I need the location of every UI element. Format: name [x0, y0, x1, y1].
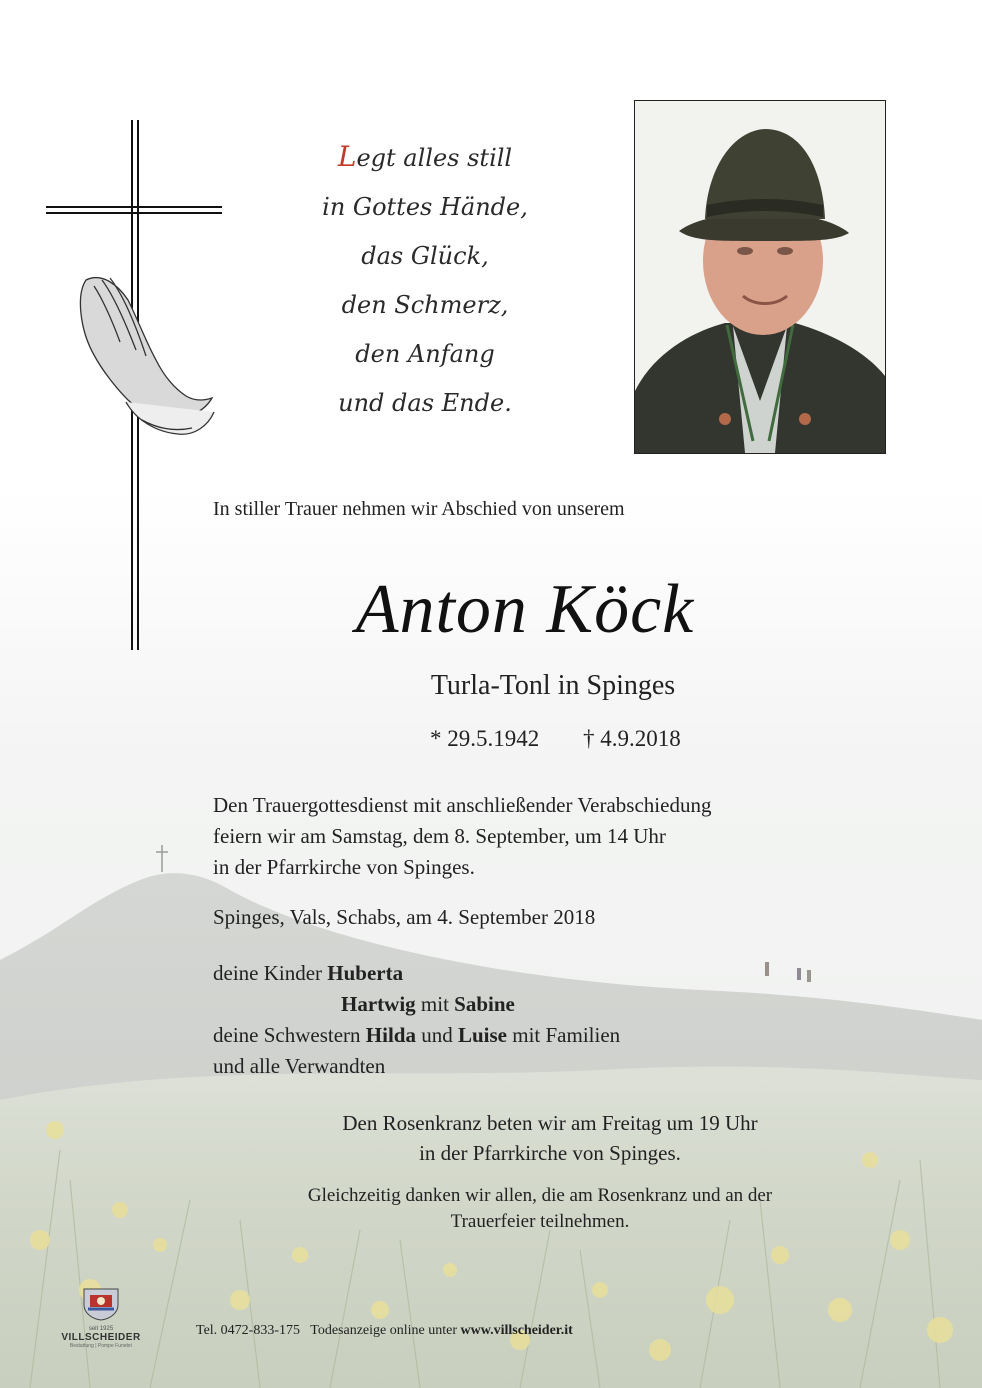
portrait-photo: [634, 100, 886, 454]
intro-text: In stiller Trauer nehmen wir Abschied von unserem: [213, 498, 625, 520]
praying-hands-icon: [80, 278, 214, 435]
sisters-line: [213, 1020, 620, 1051]
funeral-service-info: [213, 790, 711, 883]
rosary-info: [250, 1108, 850, 1168]
partner-name: Sabine: [454, 992, 515, 1016]
child-name: Huberta: [327, 961, 404, 985]
poem-line: in Gottes Hände,: [322, 193, 528, 221]
sisters-suffix: mit Familien: [507, 1023, 621, 1047]
poem-line: [300, 132, 550, 183]
logo-since: seit 1925: [88, 1326, 114, 1332]
rosary-line: in der Pfarrkirche von Spinges.: [419, 1141, 681, 1165]
sister-name: Hilda: [365, 1023, 416, 1047]
poem-line: den Anfang: [355, 340, 495, 368]
service-line: Den Trauergottesdienst mit anschließender Verabschiedung: [213, 793, 712, 817]
sister-name: Luise: [457, 1023, 507, 1047]
funeral-home-logo: [46, 1285, 156, 1349]
logo-brand: VILLSCHEIDER: [61, 1332, 141, 1343]
service-line: feiern wir am Samstag, dem 8. September, um 14 Uhr: [213, 824, 666, 848]
poem-line: das Glück,: [361, 242, 489, 270]
children-prefix: deine Kinder: [213, 961, 328, 985]
birth-date: * 29.5.1942: [430, 726, 540, 751]
mourners-list: [213, 958, 620, 1082]
website-link[interactable]: www.villscheider.it: [460, 1323, 573, 1338]
poem-line-rest: egt alles still: [356, 144, 513, 172]
poem-initial: L: [337, 140, 357, 173]
logo-tagline: Bestattung | Pompe Funebri: [69, 1343, 133, 1349]
child-name: Hartwig: [341, 992, 416, 1016]
children-line: [213, 958, 620, 989]
relatives-line: und alle Verwandten: [213, 1054, 386, 1078]
phone-number: Tel. 0472-833-175: [196, 1323, 301, 1338]
service-line: in der Pfarrkirche von Spinges.: [213, 855, 475, 879]
online-text: Todesanzeige online unter: [310, 1323, 458, 1338]
thanks-note: [200, 1183, 880, 1235]
deceased-name: Anton Köck: [355, 571, 695, 648]
thanks-line: Trauerfeier teilnehmen.: [450, 1211, 630, 1232]
footer-contact: [196, 1323, 573, 1339]
and-text: und: [415, 1023, 458, 1047]
life-dates: [430, 726, 681, 752]
sisters-prefix: deine Schwestern: [213, 1023, 366, 1047]
with-text: mit: [415, 992, 455, 1016]
poem-line: und das Ende.: [338, 389, 512, 417]
deceased-nickname: Turla-Tonl in Spinges: [430, 670, 676, 701]
rosary-line: Den Rosenkranz beten wir am Freitag um 19 Uhr: [342, 1111, 758, 1135]
poem: [300, 132, 550, 428]
coat-of-arms-icon: [76, 1285, 126, 1321]
death-date: † 4.9.2018: [583, 726, 681, 751]
children-line-2: [213, 989, 620, 1020]
poem-line: den Schmerz,: [341, 291, 509, 319]
thanks-line: Gleichzeitig danken wir allen, die am Rosenkranz und an der: [307, 1185, 773, 1206]
place-and-date: Spinges, Vals, Schabs, am 4. September 2018: [213, 905, 596, 929]
